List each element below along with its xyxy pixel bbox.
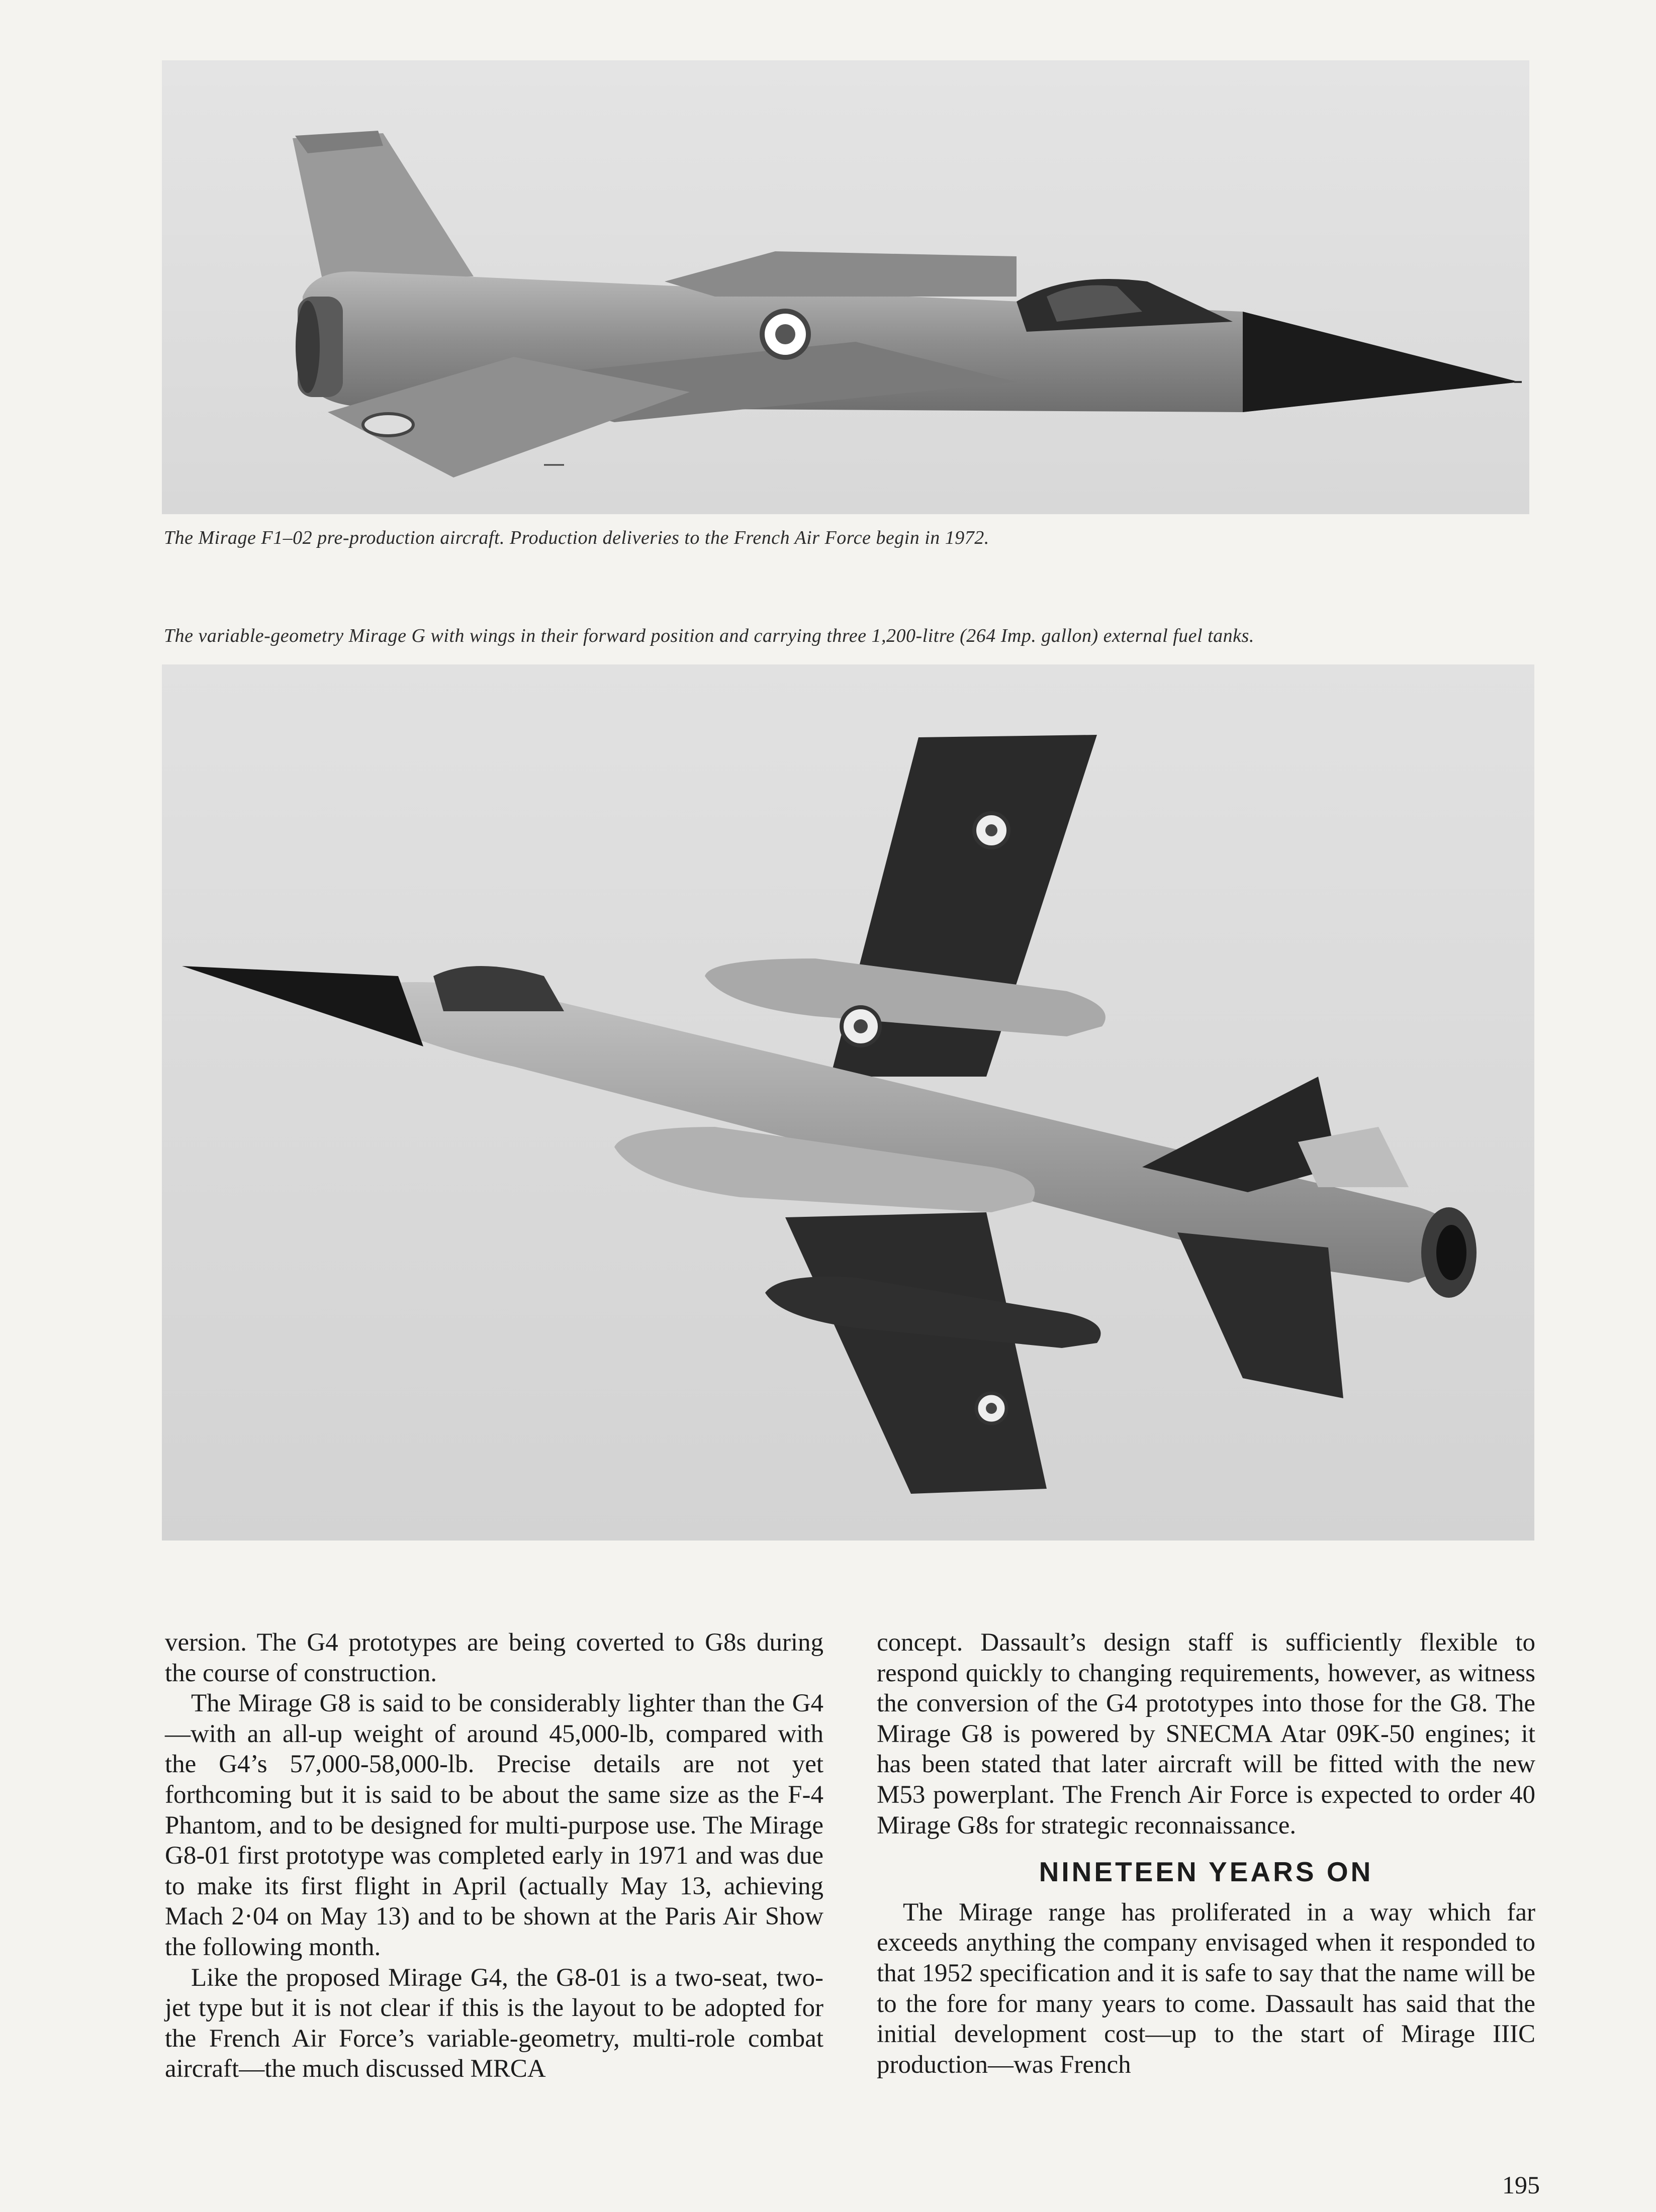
paragraph: The Mirage G8 is said to be considerably lighter than the G4—with an all-up weight of around 45,000-lb, compared with the G4’s 57,000-58,000-lb. Precise details are not yet forthcoming but it is said to be about the same size as the F-4 Phantom, and to be designed for multi-purpose use. The Mirage G8-01 first prototype was completed early in 1971 and was due to make its first flight in April (actually May 13, achieving Mach 2·04 on May 13) and to be shown at the Paris Air Show the following month.: [165, 1689, 823, 1961]
page-number: 195: [1502, 2171, 1540, 2199]
paragraph: version. The G4 prototypes are being coverted to G8s during the course of construction.: [165, 1628, 823, 1687]
paragraph: Like the proposed Mirage G4, the G8-01 is a two-seat, two-jet type but it is not clear if this is the layout to be adopted for the French Air Force’s variable-geometry, multi-role combat aircraft—the much discussed MRCA: [165, 1963, 823, 2083]
section-heading: NINETEEN YEARS ON: [1039, 1856, 1373, 1888]
article-column-right: [877, 1627, 1535, 2080]
mirage-g-photo: [162, 664, 1534, 1541]
mirage-f1-photo: [162, 60, 1529, 514]
paragraph: The Mirage range has proliferated in a way which far exceeds anything the company envisaged when it responded to that 1952 specification and it is safe to say that the name will be to the fore for many years to come. Dassault has said that the initial development cost—up to the start of Mirage IIIC production—was French: [877, 1898, 1535, 2079]
photo-caption: The Mirage F1–02 pre-production aircraft. Production deliveries to the French Air Force begin in 1972.: [164, 527, 989, 548]
photo-caption: The variable-geometry Mirage G with wings in their forward position and carrying three 1,200-litre (264 Imp. gallon) external fuel tanks.: [164, 625, 1254, 646]
paragraph: concept. Dassault’s design staff is sufficiently flexible to respond quickly to changing requirements, however, as witness the conversion of the G4 prototypes into those for the G8. The Mirage G8 is powered by SNECMA Atar 09K-50 engines; it has been stated that later aircraft will be fitted with the new M53 powerplant. The French Air Force is expected to order 40 Mirage G8s for strategic reconnaissance.: [877, 1628, 1535, 1840]
article-column-left: [165, 1627, 823, 2084]
